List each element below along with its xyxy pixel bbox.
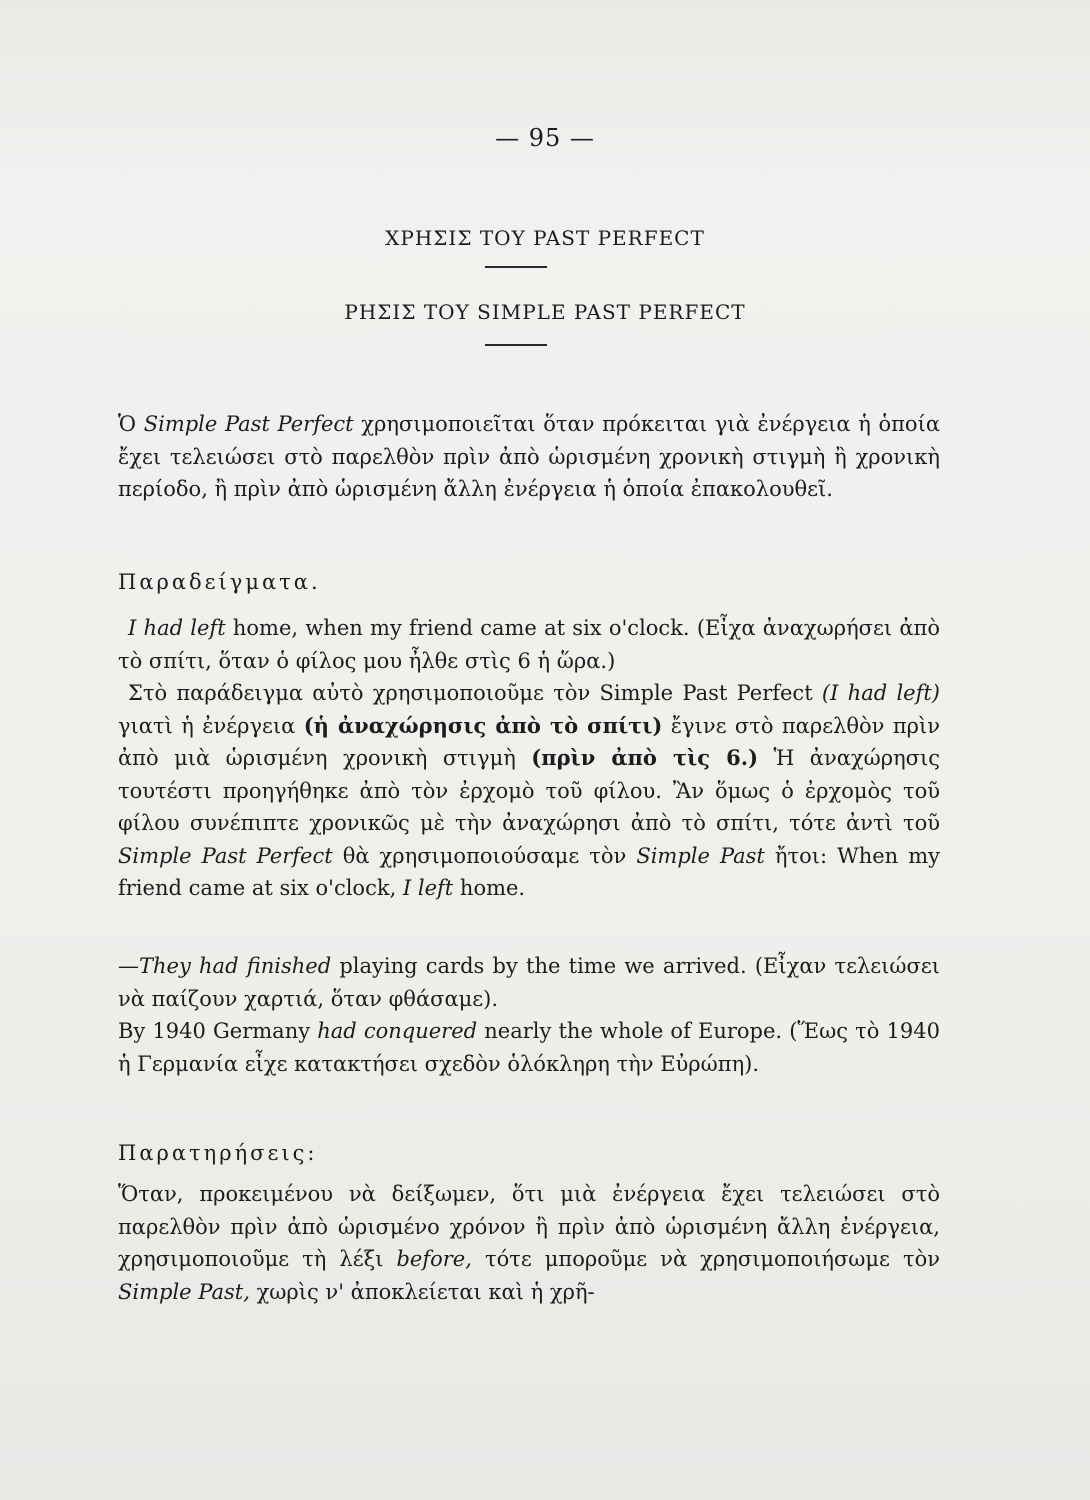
explanation-text: θὰ χρησιμοποιούσαμε τὸν xyxy=(332,843,637,868)
example-3 xyxy=(118,1015,940,1080)
note-1-term: before, xyxy=(396,1247,472,1271)
explanation-text: ἔγινε στὸ παρελθὸν πρὶν ἀπὸ μιὰ ὡρισμένη χρονικὴ στιγμὴ xyxy=(118,713,941,770)
note-1-text: Ὅταν, προκειμένου νὰ δείξωμεν, ὅτι μιὰ ἐνέργεια ἔχει τελειώσει στὸ παρελθὸν πρὶν ἀπὸ ὡρισμένο χρόνον ἢ πρὶν ἀπὸ ὡρισμένη ἄλλη ἐνέργεια, χρησιμοποιοῦμε τὴ λέξι xyxy=(118,1182,940,1271)
explanation-verb: (I had left) xyxy=(821,681,940,705)
explanation-text: Στὸ παράδειγμα αὐτὸ χρησιμοποιοῦμε τὸν Simple Past Perfect xyxy=(128,681,822,705)
explanation-text: home. xyxy=(453,876,526,900)
intro-lead: Ὁ xyxy=(118,412,144,436)
note-1 xyxy=(118,1178,940,1308)
note-1-text: τότε μποροῦμε νὰ χρησιμοποιήσωμε τὸν xyxy=(471,1247,941,1271)
page-number: — 95 — xyxy=(495,124,595,152)
explanation-term: Simple Past xyxy=(636,843,765,868)
note-1-text: χωρὶς ν' ἀποκλείεται καὶ ἡ χρῆ- xyxy=(249,1279,595,1304)
explanation-text: ἤτοι: When my friend came at six o'clock, xyxy=(118,843,940,900)
subsection-heading: ΡΗΣΙΣ ΤΟΥ SIMPLE PAST PERFECT xyxy=(344,300,746,324)
example-3-verb: had conquered xyxy=(317,1019,478,1043)
intro-term: Simple Past Perfect xyxy=(143,412,354,436)
example-2 xyxy=(118,950,940,1015)
subheading-rule xyxy=(485,344,547,346)
example-3-text-end: nearly the whole of Europe. (Ἕως τὸ 1940 ἡ Γερμανία εἶχε κατακτήσει σχεδὸν ὁλόκληρη τὴν Εὐρώπη). xyxy=(118,1019,940,1076)
section-heading: ΧΡΗΣΙΣ ΤΟΥ PAST PERFECT xyxy=(385,226,705,250)
example-2-verb: —They had finished xyxy=(118,954,332,978)
example-1 xyxy=(118,612,940,905)
notes-label: Παρατηρήσεις: xyxy=(118,1141,318,1165)
explanation-text: γιατὶ ἡ ἐνέργεια xyxy=(118,713,304,738)
note-1-term: Simple Past, xyxy=(118,1279,250,1304)
example-1-text: home, when my friend came at six o'clock. (Εἶχα ἀναχωρήσει ἀπὸ τὸ σπίτι, ὅταν ὁ φίλος μου ἦλθε στὶς 6 ἡ ὥρα.) xyxy=(118,616,940,673)
example-3-text: By 1940 Germany xyxy=(118,1019,318,1043)
example-1-verb: I had left xyxy=(128,616,226,640)
heading-rule xyxy=(485,266,547,268)
example-2-text: playing cards by the time we arrived. (Εἶχαν τελειώσει νὰ παίζουν χαρτιά, ὅταν φθάσαμε). xyxy=(118,954,940,1011)
explanation-verb: I left xyxy=(402,876,454,900)
explanation-bold: (ἡ ἀναχώρησις ἀπὸ τὸ σπίτι) xyxy=(303,712,663,738)
explanation-bold: (πρὶν ἀπὸ τὶς 6.) xyxy=(531,745,759,770)
examples-label: Παραδείγματα. xyxy=(118,570,321,594)
intro-paragraph xyxy=(118,408,940,506)
explanation-text: Ἡ ἀναχώρησις τουτέστι προηγήθηκε ἀπὸ τὸν ἐρχομὸ τοῦ φίλου. Ἂν ὅμως ὁ ἐρχομὸς τοῦ φίλου συνέπιπτε χρονικῶς μὲ τὴν ἀναχώρησι ἀπὸ τὸ σπίτι, τότε ἀντὶ τοῦ xyxy=(118,746,940,835)
intro-rest: χρησιμοποιεῖται ὅταν πρόκειται γιὰ ἐνέργεια ἡ ὁποία ἔχει τελειώσει στὸ παρελθὸν πρὶν ἀπὸ ὡρισμένη χρονικὴ στιγμὴ ἢ χρονικὴ περίοδο, ἢ πρὶν ἀπὸ ὡρισμένη ἄλλη ἐνέργεια ἡ ὁποία ἐπακολουθεῖ. xyxy=(118,412,940,501)
explanation-term: Simple Past Perfect xyxy=(118,843,333,868)
